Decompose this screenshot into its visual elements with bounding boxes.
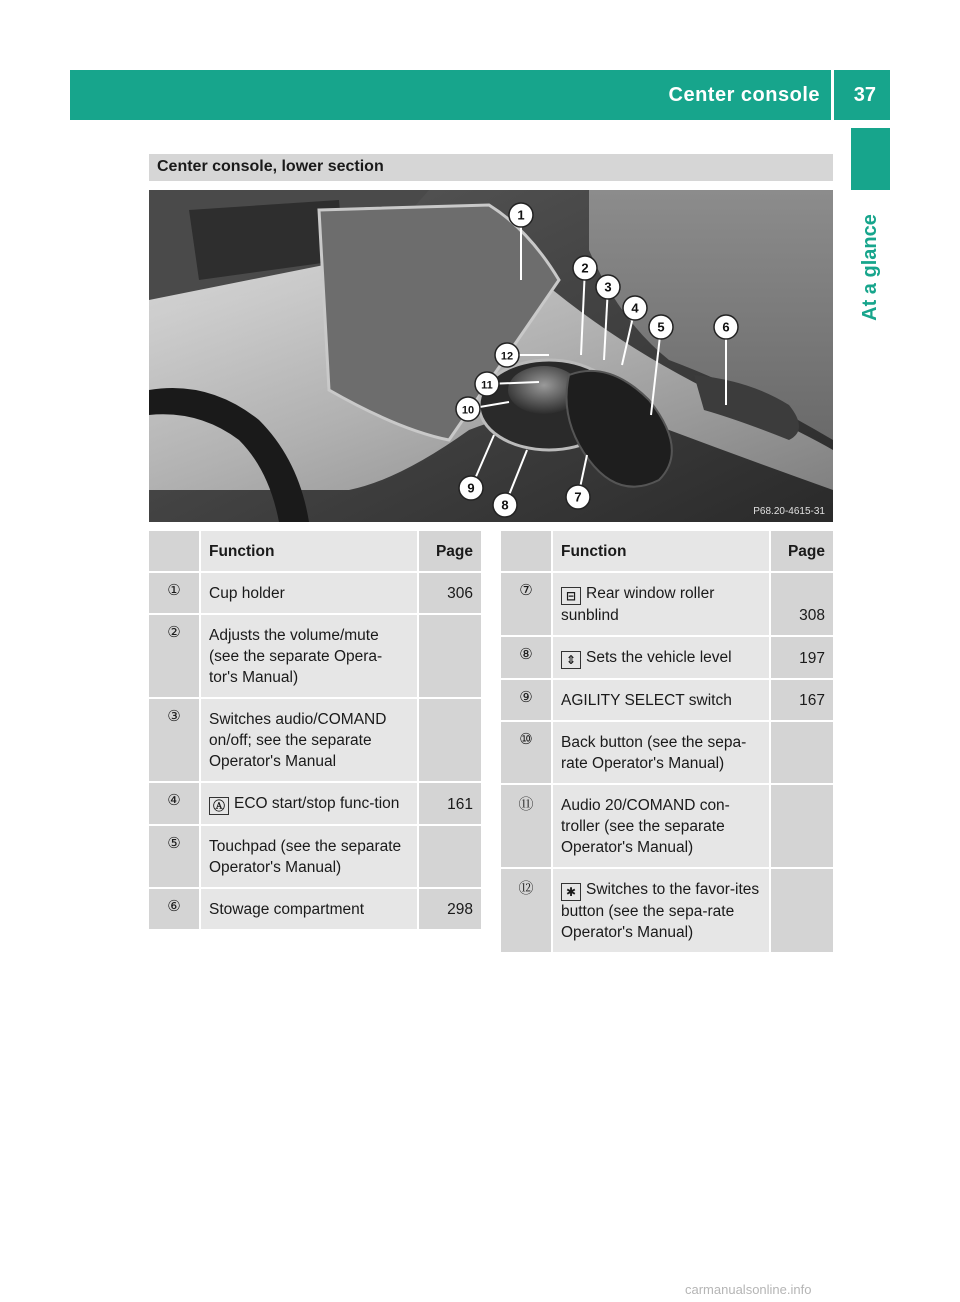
callout-number: ⑤	[149, 826, 199, 887]
callout-number: ⑩	[501, 722, 551, 783]
table-row	[149, 889, 481, 931]
table-header-row	[149, 531, 481, 573]
callout-number: ⑫	[501, 869, 551, 952]
svg-text:4: 4	[631, 300, 639, 316]
header-page: Page	[771, 531, 833, 571]
svg-text:7: 7	[574, 489, 582, 505]
svg-text:2: 2	[581, 260, 589, 276]
callout-number: ⑪	[501, 785, 551, 867]
button-symbol-icon: ⊟	[561, 587, 581, 605]
function-text: Switches audio/COMAND on/off; see the separate Operator's Manual	[209, 711, 387, 770]
page-header	[70, 70, 890, 120]
function-text: Cup holder	[209, 585, 285, 602]
table-row	[501, 680, 833, 722]
header-separator	[831, 70, 834, 120]
table-row	[501, 722, 833, 785]
page-reference: 298	[419, 889, 481, 929]
header-num	[501, 531, 551, 571]
header-function: Function	[551, 531, 771, 571]
figure-code: P68.20-4615-31	[753, 506, 825, 517]
svg-text:5: 5	[657, 319, 665, 335]
table-row	[149, 699, 481, 783]
page-reference: 306	[419, 573, 481, 613]
page-reference	[419, 826, 481, 887]
page-reference: 308	[771, 573, 833, 635]
page-reference	[419, 615, 481, 697]
side-tab	[851, 128, 890, 190]
table-header-row	[501, 531, 833, 573]
table-row	[501, 573, 833, 637]
page-reference	[771, 785, 833, 867]
svg-text:10: 10	[461, 404, 475, 417]
page-number: 37	[853, 84, 876, 106]
function-text: Back button (see the sepa-rate Operator's Manual)	[561, 734, 747, 772]
function-description	[199, 826, 419, 887]
callout-number: ②	[149, 615, 199, 697]
center-console-photo	[149, 190, 833, 522]
header-page: Page	[419, 531, 481, 571]
table-row	[501, 869, 833, 954]
svg-text:1: 1	[517, 207, 525, 223]
page-reference	[419, 699, 481, 781]
callout-number: ⑥	[149, 889, 199, 929]
button-symbol-icon: ⇕	[561, 651, 581, 669]
table-row	[501, 637, 833, 680]
svg-text:9: 9	[467, 480, 475, 496]
function-description	[551, 785, 771, 867]
header-function: Function	[199, 531, 419, 571]
button-symbol-icon: ✱	[561, 883, 581, 901]
function-description	[551, 573, 771, 635]
function-description	[199, 699, 419, 781]
table-row	[149, 783, 481, 826]
function-text: ECO start/stop func-tion	[234, 795, 400, 812]
function-text: Stowage compartment	[209, 901, 365, 918]
function-table-left	[149, 531, 481, 931]
table-row	[149, 826, 481, 889]
header-num	[149, 531, 199, 571]
header-title: Center console	[668, 84, 820, 106]
function-description	[199, 889, 419, 929]
callout-number: ⑧	[501, 637, 551, 678]
svg-text:11: 11	[481, 379, 493, 392]
function-table-right	[501, 531, 833, 954]
function-description	[551, 680, 771, 720]
function-text: Audio 20/COMAND con-troller (see the separate Operator's Manual)	[561, 797, 730, 856]
console-illustration	[149, 190, 833, 522]
side-label: At a glance	[858, 214, 881, 321]
svg-text:6: 6	[722, 319, 730, 335]
callout-number: ⑦	[501, 573, 551, 635]
table-row	[149, 573, 481, 615]
svg-text:12: 12	[500, 350, 514, 363]
svg-text:8: 8	[501, 497, 509, 513]
function-text: Rear window roller sunblind	[561, 585, 715, 624]
function-text: Switches to the favor-ites button (see the sepa-rate Operator's Manual)	[561, 881, 760, 941]
callout-number: ⑨	[501, 680, 551, 720]
function-description	[199, 573, 419, 613]
page-reference: 161	[419, 783, 481, 824]
function-description	[199, 615, 419, 697]
button-symbol-icon: Ⓐ	[209, 797, 229, 815]
table-row	[501, 785, 833, 869]
page-reference	[771, 869, 833, 952]
table-row	[149, 615, 481, 699]
page-reference	[771, 722, 833, 783]
function-description	[551, 869, 771, 952]
watermark-footer: carmanualsonline.info	[685, 1282, 812, 1297]
svg-text:3: 3	[604, 279, 612, 295]
function-description	[199, 783, 419, 824]
callout-number: ④	[149, 783, 199, 824]
function-description	[551, 637, 771, 678]
callout-number: ①	[149, 573, 199, 613]
function-text: Sets the vehicle level	[586, 649, 732, 666]
section-title: Center console, lower section	[149, 154, 833, 181]
page-reference: 167	[771, 680, 833, 720]
page-reference: 197	[771, 637, 833, 678]
function-text: AGILITY SELECT switch	[561, 692, 732, 709]
callout-number: ③	[149, 699, 199, 781]
function-description	[551, 722, 771, 783]
function-text: Touchpad (see the separate Operator's Manual)	[209, 838, 402, 876]
function-text: Adjusts the volume/mute (see the separate Opera-tor's Manual)	[209, 627, 383, 686]
